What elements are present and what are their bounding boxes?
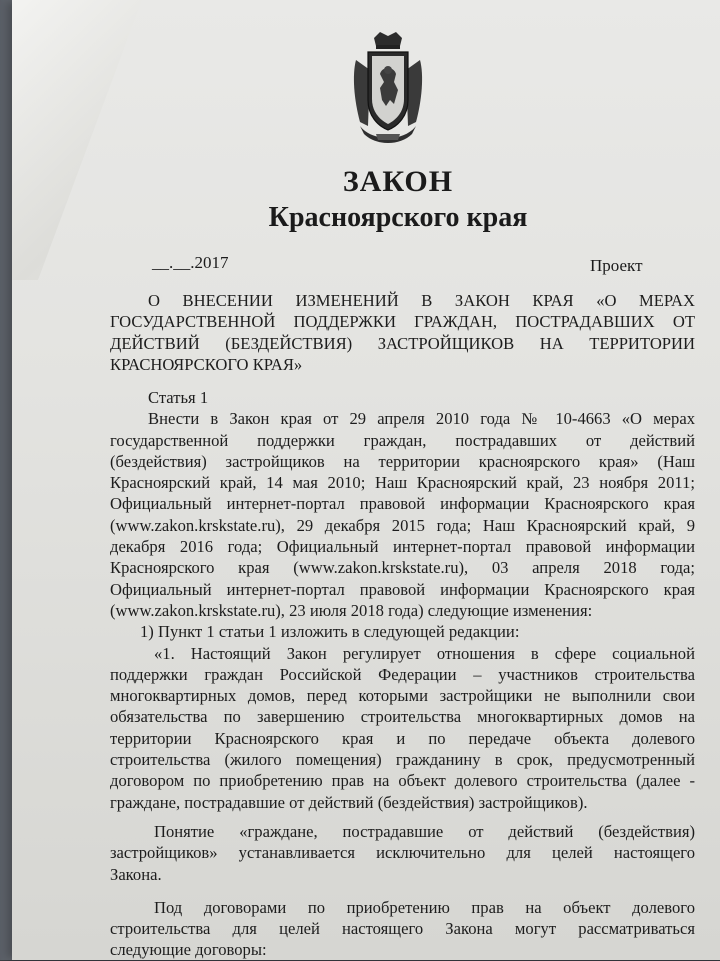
- body-line: Официальный интернет-портал правовой информации Красноярского края: [110, 579, 695, 599]
- body-line: декабря 2016 года; Официальный интернет-портал правовой информации: [110, 537, 695, 557]
- heading-line: ГОСУДАРСТВЕННОЙ ПОДДЕРЖКИ ГРАЖДАН, ПОСТРАДАВШИХ ОТ: [110, 312, 695, 332]
- heading-line: ДЕЙСТВИЙ (БЕЗДЕЙСТВИЯ) ЗАСТРОЙЩИКОВ НА ТЕРРИТОРИИ: [110, 333, 695, 353]
- body-line: Красноярского края (www.zakon.krskstate.ru), 03 апреля 2018 года;: [110, 558, 695, 578]
- body-line: обязательства по завершению строительства многоквартирных домов на: [110, 707, 695, 727]
- body-line: поддержки граждан Российской Федерации – участников строительства: [110, 664, 695, 684]
- law-title: ЗАКОН: [342, 165, 454, 198]
- body-line: 1) Пункт 1 статьи 1 изложить в следующей редакции:: [140, 622, 520, 642]
- body-line: договором по приобретению прав на объект долевого строительства (далее -: [110, 771, 695, 791]
- body-line: Под договорами по приобретению прав на объект долевого: [154, 897, 695, 917]
- article-1: [110, 387, 695, 961]
- body-line: строительства для целей настоящего Закона могут рассматриваться: [110, 919, 695, 939]
- body-line: Внести в Закон края от 29 апреля 2010 года № 10-4663 «О мерах: [148, 409, 695, 429]
- body-line: государственной поддержки граждан, пострадавших от действий: [110, 430, 695, 450]
- coat-of-arms-emblem: [350, 30, 426, 148]
- body-line: строительства (жилого помещения) гражданину в срок, предусмотренный: [110, 750, 695, 770]
- body-line: территории Красноярского края и по передаче объекта долевого: [110, 728, 695, 748]
- body-line: Официальный интернет-портал правовой информации Красноярского края: [110, 494, 695, 514]
- draft-status: Проект: [590, 256, 643, 275]
- page-curl: [12, 0, 142, 280]
- body-line: Красноярский край, 14 мая 2010; Наш Красноярский край, 23 ноября 2011;: [110, 473, 695, 493]
- body-line: (бездействия) застройщиков на территории красноярского края» (Наш: [110, 451, 695, 471]
- body-line: Закона.: [110, 864, 162, 884]
- document-date: __.__.2017: [152, 253, 229, 272]
- body-line: (www.zakon.krskstate.ru), 23 июля 2018 года) следующие изменения:: [110, 600, 593, 620]
- heading-line: КРАСНОЯРСКОГО КРАЯ»: [110, 354, 303, 374]
- body-line: следующие договоры:: [110, 940, 267, 960]
- body-line: «1. Настоящий Закон регулирует отношения в сфере социальной: [154, 643, 695, 663]
- article-title: Статья 1: [148, 388, 209, 407]
- body-line: (www.zakon.krskstate.ru), 29 декабря 2015 года; Наш Красноярский край, 9: [110, 515, 695, 535]
- law-heading: [110, 290, 695, 375]
- body-line: застройщиков» устанавливается исключительно для целей настоящего: [110, 843, 695, 863]
- heading-line: О ВНЕСЕНИИ ИЗМЕНЕНИЙ В ЗАКОН КРАЯ «О МЕРАХ: [148, 291, 695, 310]
- body-line: многоквартирных домов, перед которыми застройщики не выполнили свои: [110, 686, 695, 706]
- body-line: Понятие «граждане, пострадавшие от действий (бездействия): [154, 821, 695, 841]
- body-line: граждане, пострадавшие от действий (бездействия) застройщиков).: [110, 792, 588, 812]
- law-subtitle: Красноярского края: [268, 202, 528, 233]
